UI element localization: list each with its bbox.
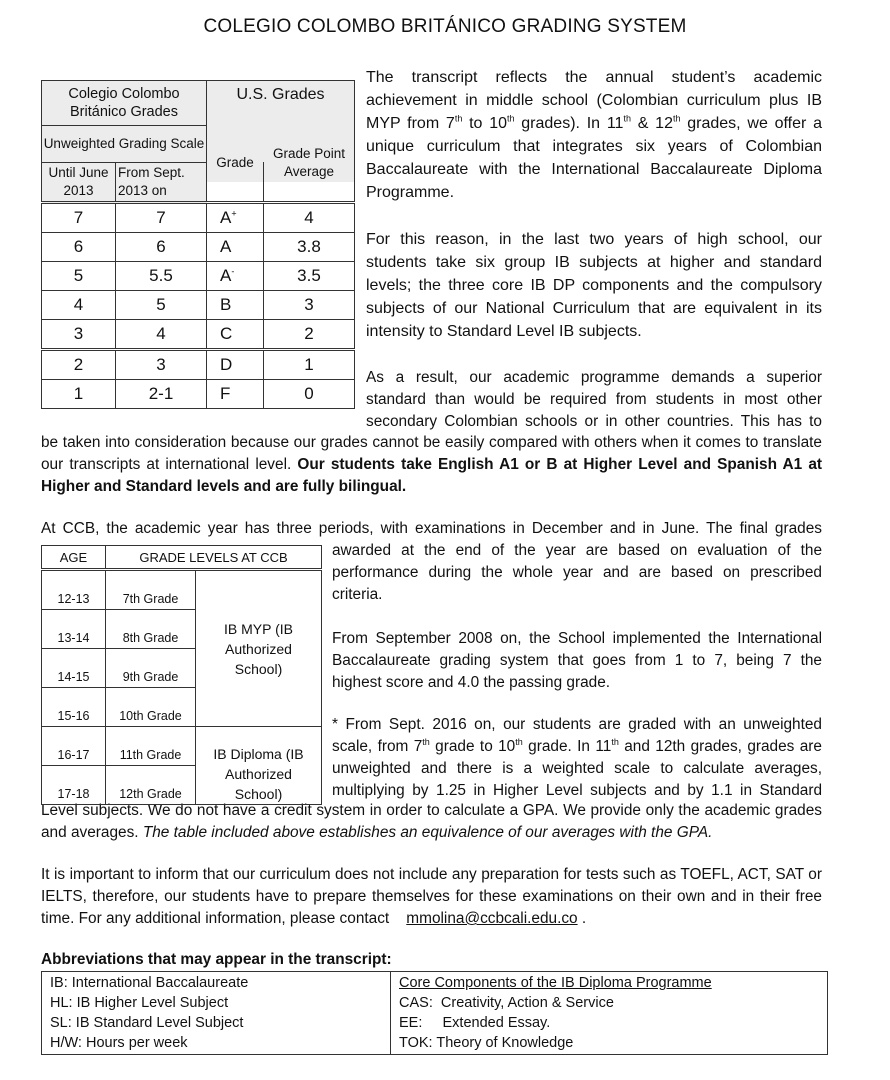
letter-grade: A	[207, 233, 264, 262]
core-components-title: Core Components of the IB Diploma Programme	[399, 975, 712, 991]
grade-level: 8th Grade	[106, 610, 196, 649]
intro-paragraph: The transcript reflects the annual student’s academic achievement in middle school (Colombian curriculum plus IB MYP from 7th to 10th grades). In 11th & 12th grades, we offer a unique curriculum that integrates six years of Colombian Baccalaureate with the International Baccalaureate Diploma Programme.	[366, 69, 823, 201]
grade-levels-header: GRADE LEVELS AT CCB	[106, 546, 322, 570]
grade-row	[42, 291, 355, 320]
contact-email-link[interactable]: mmolina@ccbcali.edu.co	[406, 910, 578, 927]
us-grades-header: U.S. Grades	[207, 81, 355, 163]
gpa-column-header: Grade Point Average	[264, 144, 355, 184]
grade-row	[42, 350, 355, 380]
from-value: 5	[116, 291, 207, 320]
abbreviation-item: TOK: Theory of Knowledge	[399, 1035, 574, 1051]
gpa-value: 3.5	[264, 262, 355, 291]
weighting-paragraph: * From Sept. 2016 on, our students are graded with an unweighted scale, from 7th grade to 10th grade. In 11th and 12th grades, grades are unweighted and there is a weighted scale to calculate averages, multiplying by 1.25 in Higher Level subjects and by 1.1 in Standard	[332, 716, 822, 799]
gpa-value: 3.8	[264, 233, 355, 262]
abbreviations-title: Abbreviations that may appear in the transcript:	[41, 951, 392, 968]
until-value: 1	[42, 380, 116, 409]
gpa-value: 2	[264, 320, 355, 350]
grade-column-header: Grade	[207, 144, 264, 184]
abbreviations-left-column	[42, 972, 391, 1055]
ib-diploma-label: IB Diploma (IB Authorized School)	[196, 727, 322, 805]
grade-level: 9th Grade	[106, 649, 196, 688]
until-value: 6	[42, 233, 116, 262]
gpa-value: 0	[264, 380, 355, 409]
grade-row	[42, 233, 355, 262]
from-value: 2-1	[116, 380, 207, 409]
until-value: 7	[42, 203, 116, 233]
letter-grade: B	[207, 291, 264, 320]
gpa-value: 1	[264, 350, 355, 380]
from-value: 7	[116, 203, 207, 233]
until-value: 4	[42, 291, 116, 320]
age-value: 14-15	[42, 649, 106, 688]
until-value: 2	[42, 350, 116, 380]
result-paragraph-wide: be taken into consideration because our grades cannot be easily compared with others when it comes to translate our transcripts at international level. Our students take English A1 or B at Higher Level and Spanish A1 at Higher and Standard levels and are fully bilingual.	[41, 434, 823, 495]
abbreviation-item: H/W: Hours per week	[50, 1035, 188, 1051]
grade-level: 12th Grade	[106, 766, 196, 805]
academic-year-paragraph-wide: At CCB, the academic year has three periods, with examinations in December and in June. The final grades	[41, 520, 822, 537]
grade-row	[42, 203, 355, 233]
age-row	[42, 570, 322, 610]
ib-myp-label: IB MYP (IB Authorized School)	[196, 570, 322, 727]
age-value: 17-18	[42, 766, 106, 805]
reason-paragraph: For this reason, in the last two years of high school, our students take six group IB subjects at higher and standard levels; the three core IB DP components and the compulsory subjects of our National Curriculum that are equivalent in its intensity to Standard Level IB subjects.	[366, 231, 822, 340]
letter-grade: F	[207, 380, 264, 409]
abbreviation-item: SL: IB Standard Level Subject	[50, 1015, 244, 1031]
grade-row	[42, 380, 355, 409]
until-value: 5	[42, 262, 116, 291]
from-value: 3	[116, 350, 207, 380]
from-value: 4	[116, 320, 207, 350]
abbreviations-table	[41, 971, 828, 1055]
weighting-paragraph-wide: Level subjects. We do not have a credit system in order to calculate a GPA. We provide only the academic grades and averages. The table included above establishes an equivalence of our averages with the GPA.	[41, 802, 822, 841]
abbreviation-item: CAS: Creativity, Action & Service	[399, 995, 614, 1011]
abbreviation-item: IB: International Baccalaureate	[50, 975, 249, 991]
page-title: COLEGIO COLOMBO BRITÁNICO GRADING SYSTEM	[203, 16, 687, 37]
letter-grade: A+	[207, 203, 264, 233]
from-value: 5.5	[116, 262, 207, 291]
grade-row	[42, 262, 355, 291]
abbreviation-item: EE: Extended Essay.	[399, 1015, 551, 1031]
age-value: 15-16	[42, 688, 106, 727]
ib-grading-paragraph: From September 2008 on, the School implemented the International Baccalaureate grading system that goes from 1 to 7, being 7 the highest score and 4.0 the passing grade.	[332, 630, 822, 691]
ccb-grades-header: Colegio Colombo Británico Grades	[42, 81, 207, 126]
result-paragraph-narrow: As a result, our academic programme demands a superior standard than would be required from students in most other secondary Colombian schools or in other countries. This has to	[366, 369, 822, 430]
from-value: 6	[116, 233, 207, 262]
grade-level: 7th Grade	[106, 570, 196, 610]
grade-row	[42, 320, 355, 350]
abbreviation-item: HL: IB Higher Level Subject	[50, 995, 229, 1011]
age-row	[42, 727, 322, 766]
grade-equivalence-table	[41, 80, 355, 409]
tests-paragraph: It is important to inform that our curriculum does not include any preparation for tests such as TOEFL, ACT, SAT or IELTS, therefore, our students have to prepare themselves for these examinations on their own and in their free time. For any additional information, please contact mmolina@ccbcali.edu.co .	[41, 866, 822, 927]
unweighted-scale-header: Unweighted Grading Scale	[42, 126, 207, 163]
letter-grade: A-	[207, 262, 264, 291]
academic-year-paragraph-narrow: awarded at the end of the year are based on evaluation of the performance during the whole year and are based on prescribed criteria.	[332, 542, 822, 603]
grade-level: 11th Grade	[106, 727, 196, 766]
letter-grade: C	[207, 320, 264, 350]
age-value: 12-13	[42, 570, 106, 610]
grade-level: 10th Grade	[106, 688, 196, 727]
until-value: 3	[42, 320, 116, 350]
from-sept-header: From Sept. 2013 on	[116, 163, 207, 203]
age-grade-table	[41, 545, 322, 805]
gpa-value: 4	[264, 203, 355, 233]
age-value: 13-14	[42, 610, 106, 649]
gpa-value: 3	[264, 291, 355, 320]
age-header: AGE	[42, 546, 106, 570]
abbreviations-right-column	[391, 972, 828, 1055]
letter-grade: D	[207, 350, 264, 380]
until-june-header: Until June 2013	[42, 163, 116, 203]
age-value: 16-17	[42, 727, 106, 766]
